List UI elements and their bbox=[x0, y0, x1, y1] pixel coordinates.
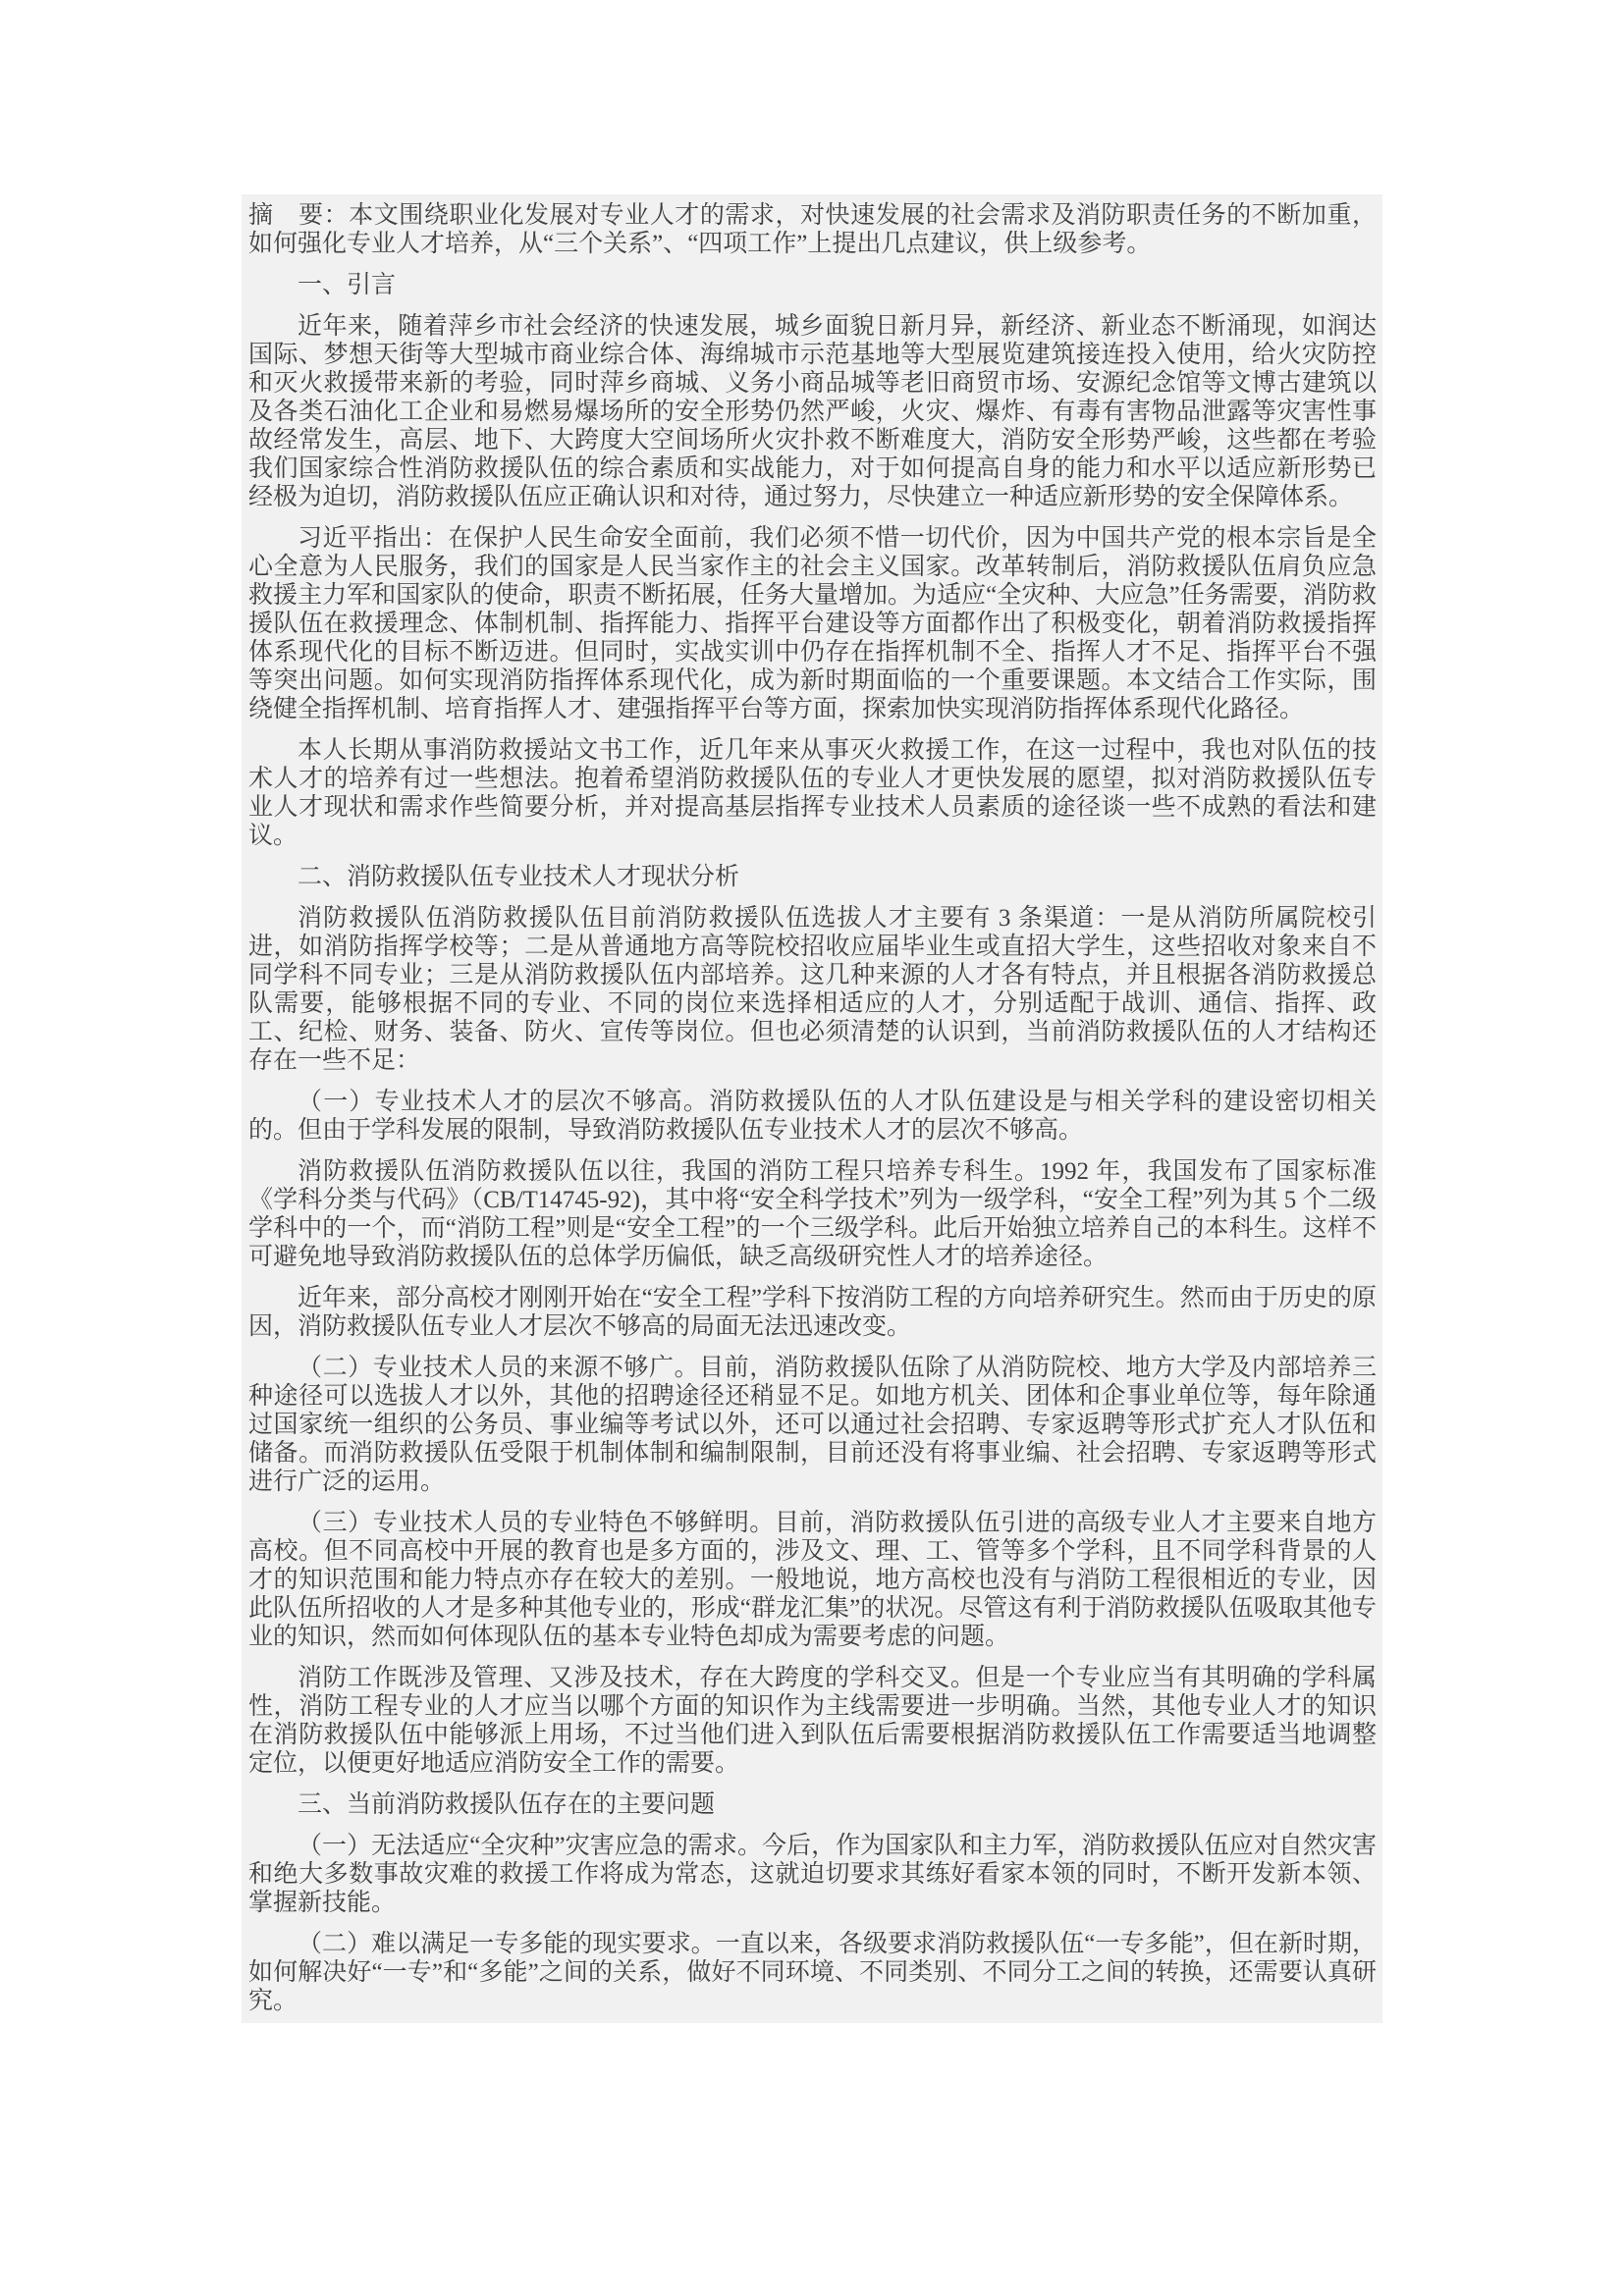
body-paragraph: 习近平指出：在保护人民生命安全面前，我们必须不惜一切代价，因为中国共产党的根本宗旨是全心全意为人民服务，我们的国家是人民当家作主的社会主义国家。改革转制后，消防救援队伍肩负应急救援主力军和国家队的使命，职责不断拓展，任务大量增加。为适应“全灾种、大应急”任务需要，消防救援队伍在救援理念、体制机制、指挥能力、指挥平台建设等方面都作出了积极变化，朝着消防救援指挥体系现代化的目标不断迈进。但同时，实战实训中仍存在指挥机制不全、指挥人才不足、指挥平台不强等突出问题。如何实现消防指挥体系现代化，成为新时期面临的一个重要课题。本文结合工作实际，围绕健全指挥机制、培育指挥人才、建强指挥平台等方面，探索加快实现消防指挥体系现代化路径。 bbox=[248, 525, 1377, 722]
body-paragraph: （二）难以满足一专多能的现实要求。一直以来，各级要求消防救援队伍“一专多能”，但在新时期，如何解决好“一专”和“多能”之间的关系，做好不同环境、不同类别、不同分工之间的转换，还需要认真研究。 bbox=[248, 1931, 1377, 2014]
section-heading-problems: 三、当前消防救援队伍存在的主要问题 bbox=[298, 1791, 716, 1818]
body-paragraph: （一）无法适应“全灾种”灾害应急的需求。今后，作为国家队和主力军，消防救援队伍应对自然灾害和绝大多数事故灾难的救援工作将成为常态，这就迫切要求其练好看家本领的同时，不断开发新本领、掌握新技能。 bbox=[248, 1833, 1377, 1916]
abstract-paragraph: 摘 要：本文围绕职业化发展对专业人才的需求，对快速发展的社会需求及消防职责任务的不断加重，如何强化专业人才培养，从“三个关系”、“四项工作”上提出几点建议，供上级参考。 bbox=[248, 202, 1377, 257]
document-content bbox=[242, 194, 1382, 2023]
body-paragraph: 消防救援队伍消防救援队伍以往，我国的消防工程只培养专科生。1992 年，我国发布了国家标准《学科分类与代码》（CB/T14745-92)，其中将“安全科学技术”列为一级学科，“安全工程”列为其 5 个二级学科中的一个，而“消防工程”则是“安全工程”的一个三级学科。此后开始独立培养自己的本科生。这样不可避免地导致消防救援队伍的总体学历偏低，缺乏高级研究性人才的培养途径。 bbox=[248, 1158, 1377, 1270]
section-heading-intro: 一、引言 bbox=[298, 272, 397, 298]
body-paragraph: 近年来，部分高校才刚刚开始在“安全工程”学科下按消防工程的方向培养研究生。然而由于历史的原因，消防救援队伍专业人才层次不够高的局面无法迅速改变。 bbox=[248, 1285, 1377, 1340]
body-paragraph: （二）专业技术人员的来源不够广。目前，消防救援队伍除了从消防院校、地方大学及内部培养三种途径可以选拔人才以外，其他的招聘途径还稍显不足。如地方机关、团体和企事业单位等，每年除通过国家统一组织的公务员、事业编等考试以外，还可以通过社会招聘、专家返聘等形式扩充人才队伍和储备。而消防救援队伍受限于机制体制和编制限制，目前还没有将事业编、社会招聘、专家返聘等形式进行广泛的运用。 bbox=[248, 1355, 1377, 1495]
body-paragraph: 消防救援队伍消防救援队伍目前消防救援队伍选拔人才主要有 3 条渠道：一是从消防所属院校引进，如消防指挥学校等；二是从普通地方高等院校招收应届毕业生或直招大学生，这些招收对象来自不同学科不同专业；三是从消防救援队伍内部培养。这几种来源的人才各有特点，并且根据各消防救援总队需要，能够根据不同的专业、不同的岗位来选择相适应的人才，分别适配于战训、通信、指挥、政工、纪检、财务、装备、防火、宣传等岗位。但也必须清楚的认识到，当前消防救援队伍的人才结构还存在一些不足： bbox=[248, 905, 1377, 1074]
body-paragraph: （一）专业技术人才的层次不够高。消防救援队伍的人才队伍建设是与相关学科的建设密切相关的。但由于学科发展的限制，导致消防救援队伍专业技术人才的层次不够高。 bbox=[248, 1089, 1377, 1144]
body-paragraph: 近年来，随着萍乡市社会经济的快速发展，城乡面貌日新月异，新经济、新业态不断涌现，如润达国际、梦想天街等大型城市商业综合体、海绵城市示范基地等大型展览建筑接连投入使用，给火灾防控和灭火救援带来新的考验，同时萍乡商城、义务小商品城等老旧商贸市场、安源纪念馆等文博古建筑以及各类石油化工企业和易燃易爆场所的安全形势仍然严峻，火灾、爆炸、有毒有害物品泄露等灾害性事故经常发生，高层、地下、大跨度大空间场所火灾扑救不断难度大，消防安全形势严峻，这些都在考验我们国家综合性消防救援队伍的综合素质和实战能力，对于如何提高自身的能力和水平以适应新形势已经极为迫切，消防救援队伍应正确认识和对待，通过努力，尽快建立一种适应新形势的安全保障体系。 bbox=[248, 313, 1377, 510]
section-heading-analysis: 二、消防救援队伍专业技术人才现状分析 bbox=[298, 864, 740, 890]
body-paragraph: （三）专业技术人员的专业特色不够鲜明。目前，消防救援队伍引进的高级专业人才主要来自地方高校。但不同高校中开展的教育也是多方面的，涉及文、理、工、管等多个学科，且不同学科背景的人才的知识范围和能力特点亦存在较大的差别。一般地说，地方高校也没有与消防工程很相近的专业，因此队伍所招收的人才是多种其他专业的，形成“群龙汇集”的状况。尽管这有利于消防救援队伍吸取其他专业的知识，然而如何体现队伍的基本专业特色却成为需要考虑的问题。 bbox=[248, 1510, 1377, 1650]
body-paragraph: 本人长期从事消防救援站文书工作，近几年来从事灭火救援工作，在这一过程中，我也对队伍的技术人才的培养有过一些想法。抱着希望消防救援队伍的专业人才更快发展的愿望，拟对消防救援队伍专业人才现状和需求作些简要分析，并对提高基层指挥专业技术人员素质的途径谈一些不成熟的看法和建议。 bbox=[248, 737, 1377, 849]
body-paragraph: 消防工作既涉及管理、又涉及技术，存在大跨度的学科交叉。但是一个专业应当有其明确的学科属性，消防工程专业的人才应当以哪个方面的知识作为主线需要进一步明确。当然，其他专业人才的知识在消防救援队伍中能够派上用场，不过当他们进入到队伍后需要根据消防救援队伍工作需要适当地调整定位，以便更好地适应消防安全工作的需要。 bbox=[248, 1665, 1377, 1777]
